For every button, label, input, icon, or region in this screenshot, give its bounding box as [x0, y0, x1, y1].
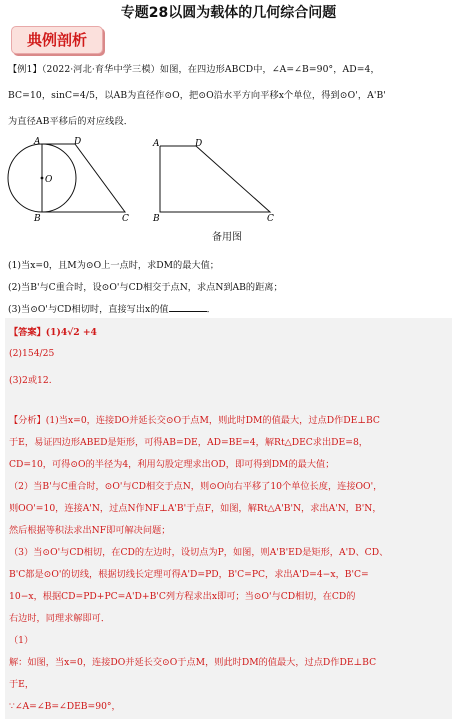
analysis-line-7: （3）当⊙O'与CD相切，在CD的左边时，设切点为P，如图，则A'B'ED是矩形，A'D、CD、 — [9, 547, 389, 558]
spare-label-d: D — [195, 139, 203, 149]
spare-figure — [150, 136, 285, 226]
page-title: 专题28以圆为载体的几何综合问题 — [120, 5, 337, 21]
answer-blank — [169, 311, 207, 312]
spare-label-b: B — [153, 214, 160, 224]
main-figure — [5, 136, 135, 226]
question-3-text: (3)当⊙O'与CD相切时，直接写出x的值 — [8, 304, 169, 315]
spare-label-a: A — [153, 139, 160, 149]
analysis-line-10: 右边时，同理求解即可． — [9, 613, 111, 624]
answer-2: (2)154/25 — [9, 348, 55, 359]
figure-label-a: A — [34, 137, 41, 147]
problem-line-3: 为直径AB平移后的对应线段． — [8, 116, 134, 127]
figure-label-c: C — [122, 214, 129, 224]
analysis-line-2: 于E，易证四边形ABED是矩形，可得AB=DE，AD=BE=4，解Rt△DEC求出DE=8， — [9, 437, 368, 448]
section-badge: 典例剖析 — [11, 26, 103, 54]
answer-3: (3)2或12. — [9, 375, 52, 386]
figure-caption: 备用图 — [212, 232, 242, 243]
spare-label-c: C — [267, 214, 274, 224]
figure-label-d: D — [74, 137, 82, 147]
analysis-line-14: ∵∠A=∠B=∠DEB=90°， — [9, 701, 121, 712]
analysis-line-11: （1） — [9, 635, 34, 646]
analysis-line-8: B'C都是⊙O'的切线，根据切线长定理可得A'D=PD，B'C=PC，求出A'D=4−x，B'C= — [9, 569, 369, 580]
analysis-line-3: CD=10，可得⊙O的半径为4，利用勾股定理求出OD，即可得到DM的最大值； — [9, 459, 335, 470]
analysis-line-9: 10−x，根据CD=PD+PC=A'D+B'C列方程求出x即可；当⊙O'与CD相切，在CD的 — [9, 591, 356, 602]
figure-label-b: B — [34, 214, 41, 224]
question-1: (1)当x=0，且M为⊙O上一点时，求DM的最大值； — [8, 260, 219, 271]
problem-line-1: 【例1】（2022·河北·育华中学三模）如图，在四边形ABCD中，∠A=∠B=90°，AD=4， — [8, 64, 380, 75]
analysis-line-6: 然后根据等积法求出NF即可解决问题； — [9, 525, 171, 536]
analysis-line-13: 于E， — [9, 679, 35, 690]
analysis-line-4: （2）当B'与C重合时，⊙O'与CD相交于点N，则⊙O向右平移了10个单位长度，连接OO'， — [9, 481, 383, 492]
analysis-line-5: 则OO'=10，连接A'N，过点N作NF⊥A'B'于点F，如图，解Rt△A'B'N，求出A'N，B'N， — [9, 503, 382, 514]
question-2: (2)当B'与C重合时，设⊙O'与CD相交于点N，求点N到AB的距离； — [8, 282, 283, 293]
problem-line-2: BC=10，sinC=4/5，以AB为直径作⊙O，把⊙O沿水平方向平移x个单位，得到⊙O'，A'B' — [8, 90, 386, 101]
analysis-line-1: 【分析】(1)当x=0，连接DO并延长交⊙O于点M，则此时DM的值最大，过点D作DE⊥BC — [9, 415, 380, 426]
question-3: (3)当⊙O'与CD相切时，直接写出x的值 ． — [8, 304, 216, 315]
analysis-line-12: 解：如图，当x=0，连接DO并延长交⊙O于点M，则此时DM的值最大，过点D作DE⊥BC — [9, 657, 377, 668]
figure-label-o: O — [45, 175, 53, 185]
answer-heading: 【答案】(1)4√2 +4 — [9, 327, 97, 338]
